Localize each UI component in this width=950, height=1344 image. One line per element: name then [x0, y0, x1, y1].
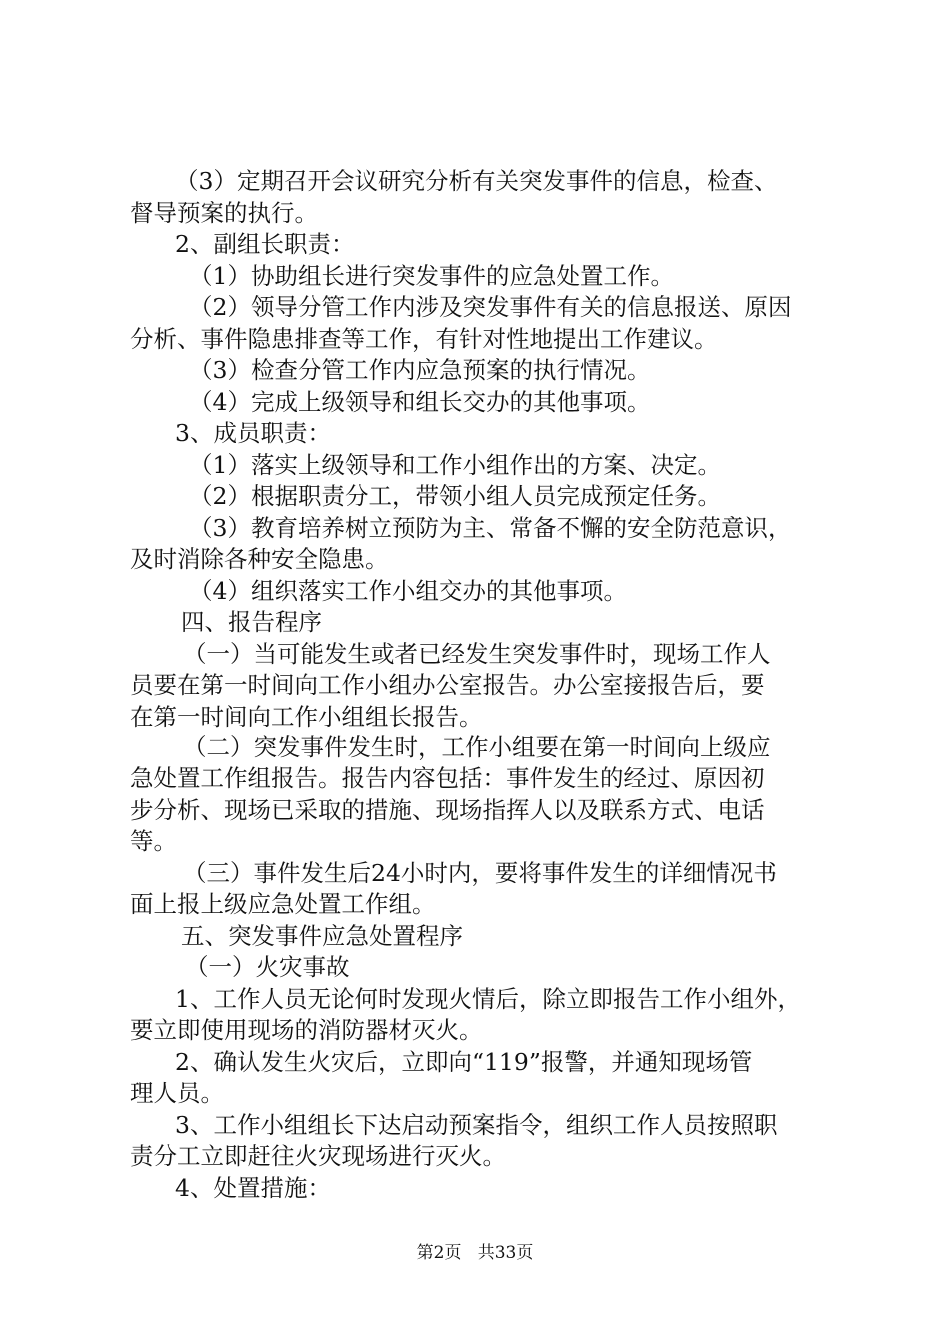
text-line: （4）完成上级领导和组长交办的其他事项。: [189, 388, 651, 416]
text-line: （三）事件发生后24小时内，要将事件发生的详细情况书: [183, 859, 777, 887]
text-line: （1）协助组长进行突发事件的应急处置工作。: [189, 262, 674, 290]
text-line: （3）检查分管工作内应急预案的执行情况。: [189, 356, 651, 384]
text-line: 理人员。: [130, 1079, 224, 1107]
text-line: （2）根据职责分工，带领小组人员完成预定任务。: [189, 482, 721, 510]
text-line: 要立即使用现场的消防器材灭火。: [130, 1016, 483, 1044]
text-line: 步分析、现场已采取的措施、现场指挥人以及联系方式、电话: [130, 796, 765, 824]
page-footer: [0, 1241, 950, 1265]
text-line: 4、处置措施：: [175, 1174, 331, 1202]
text-line: 1、工作人员无论何时发现火情后，除立即报告工作小组外，: [175, 985, 801, 1013]
text-line: （2）领导分管工作内涉及突发事件有关的信息报送、原因: [189, 293, 792, 321]
text-line: 急处置工作组报告。报告内容包括：事件发生的经过、原因初: [130, 764, 765, 792]
text-line: （一）当可能发生或者已经发生突发事件时，现场工作人: [183, 640, 771, 668]
text-line: 2、副组长职责：: [175, 230, 355, 258]
text-line: 督导预案的执行。: [130, 199, 318, 227]
text-line: （3）教育培养树立预防为主、常备不懈的安全防范意识，: [189, 514, 792, 542]
text-line: （4）组织落实工作小组交办的其他事项。: [189, 577, 627, 605]
page-number: 第2页: [416, 1243, 462, 1263]
section-heading: 五、突发事件应急处置程序: [181, 922, 463, 950]
text-line: 3、成员职责：: [175, 419, 331, 447]
text-line: 2、确认发生火灾后，立即向“119”报警，并通知现场管: [175, 1048, 753, 1076]
text-line: 员要在第一时间向工作小组办公室报告。办公室接报告后，要: [130, 671, 765, 699]
text-line: 及时消除各种安全隐患。: [130, 545, 389, 573]
text-line: 责分工立即赶往火灾现场进行灭火。: [130, 1142, 506, 1170]
text-line: 等。: [130, 827, 177, 855]
text-line: （1）落实上级领导和工作小组作出的方案、决定。: [189, 451, 721, 479]
text-line: 3、工作小组组长下达启动预案指令，组织工作人员按照职: [175, 1111, 778, 1139]
subsection-heading: （一）火灾事故: [185, 953, 350, 981]
text-line: 在第一时间向工作小组组长报告。: [130, 703, 483, 731]
text-line: （二）突发事件发生时，工作小组要在第一时间向上级应: [183, 733, 771, 761]
text-line: （3）定期召开会议研究分析有关突发事件的信息，检查、: [175, 167, 778, 195]
text-line: 面上报上级应急处置工作组。: [130, 890, 436, 918]
section-heading: 四、报告程序: [181, 608, 322, 636]
text-line: 分析、事件隐患排查等工作，有针对性地提出工作建议。: [130, 325, 718, 353]
page-total: 共33页: [477, 1243, 534, 1263]
